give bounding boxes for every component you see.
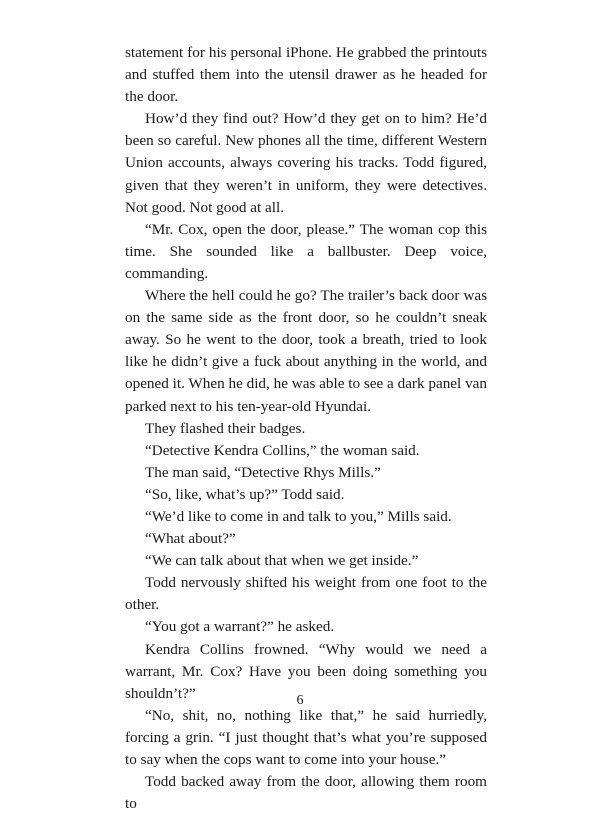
paragraph: Todd nervously shifted his weight from one foot to the other. [125,574,487,614]
paragraph: “No, shit, no, nothing like that,” he said hurriedly, forcing a grin. “I just thought that’s what you’re supposed to say when the cops want to come into your house.” [125,706,487,768]
paragraph: “So, like, what’s up?” Todd said. [145,485,345,503]
paragraph: “Detective Kendra Collins,” the woman said. [145,441,420,459]
paragraph: They flashed their badges. [145,419,306,437]
paragraph: statement for his personal iPhone. He grabbed the printouts and stuffed them into the utensil drawer as he headed for the door. [125,44,487,106]
paragraph: “We can talk about that when we get inside.” [145,552,419,570]
paragraph: How’d they find out? How’d they get on to him? He’d been so careful. New phones all the time, different Western Union accounts, always covering his tracks. Todd figured, given that they weren’t in uniform, they were detectives. Not good. Not good at all. [125,110,487,216]
paragraph: “What about?” [145,530,236,548]
paragraph: Where the hell could he go? The trailer’s back door was on the same side as the front door, so he couldn’t sneak away. So he went to the door, took a breath, tried to look like he didn’t give a fuck about anything in the world, and opened it. When he did, he was able to see a dark panel van parked next to his ten-year-old Hyundai. [125,287,487,415]
paragraph: “Mr. Cox, open the door, please.” The woman cop this time. She sounded like a ballbuster. Deep voice, commanding. [125,220,487,282]
page-number: 6 [296,693,304,708]
paragraph: Kendra Collins frowned. “Why would we need a warrant, Mr. Cox? Have you been doing something you shouldn’t?” [125,640,487,702]
paragraph: The man said, “Detective Rhys Mills.” [145,463,381,481]
paragraph: “You got a warrant?” he asked. [145,618,335,636]
paragraph: Todd backed away from the door, allowing them room to [125,773,487,813]
paragraph: “We’d like to come in and talk to you,” Mills said. [145,507,452,525]
